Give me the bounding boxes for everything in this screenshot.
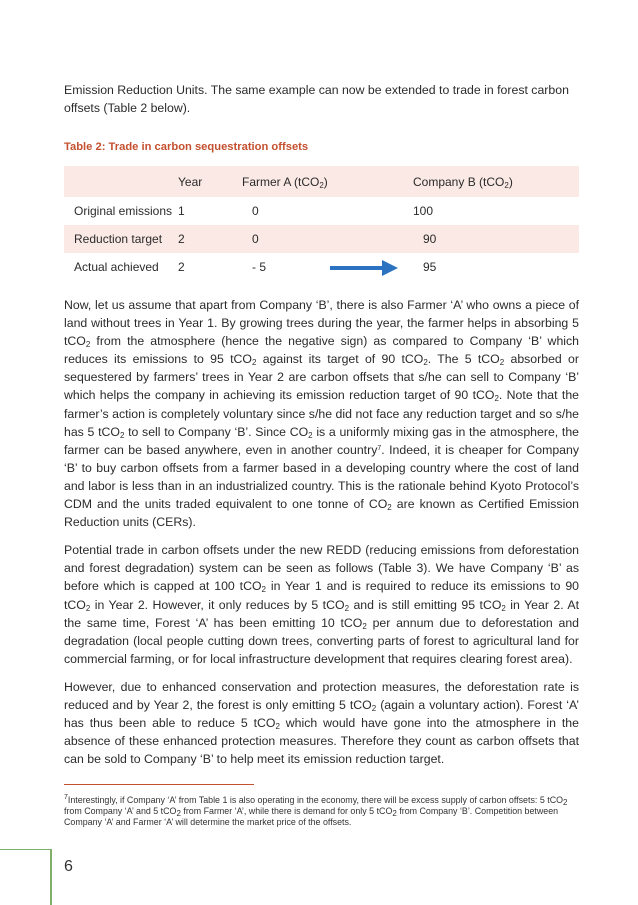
row-label: Original emissions	[74, 204, 173, 218]
table-header-row	[64, 166, 579, 197]
offsets-table	[64, 166, 579, 281]
page-number: 6	[64, 858, 73, 875]
row-year: 2	[178, 225, 242, 253]
intro-line-1: Emission Reduction Units. The same example can now be extended to trade in forest carbon	[64, 83, 569, 97]
table-title: Table 2: Trade in carbon sequestration offsets	[64, 141, 309, 153]
header-company: Company B (tCO$_2$)	[413, 166, 579, 197]
row-label: Reduction target	[64, 225, 178, 253]
footnote-divider	[64, 784, 254, 785]
table-row	[64, 225, 579, 253]
paragraph: Now, let us assume that apart from Company ‘B’, there is also Farmer ‘A’ who owns a piece of land without trees in Year 1. By growing trees during the year, the farmer helps in absorbing 5 tCO$_2$ from the atmosphere (hence the negative sign) as compared to Company ‘B’ which reduces its emissions to 95 tCO$_2$ against its target of 90 tCO$_2$. The 5 tCO$_2$ absorbed or sequestered by farmers’ trees in Year 2 are carbon offsets that s/he can sell to Company ‘B’ which helps the company in achieving its emission reduction target of 90 tCO$_2$. Note that the farmer’s action is completely voluntary since s/he did not face any reduction target and so s/he has 5 tCO$_2$ to sell to Company ‘B’. Since $CO_2$ is a uniformly mixing gas in the atmosphere, the farmer can be based anywhere, even in another country$^7$. Indeed, it is cheaper for Company ‘B’ to buy carbon offsets from a farmer based in a developing country where the cost of land and labor is less than in an industrialized country. This is the rationale behind Kyoto Protocol’s CDM and the units traded equivalent to one tonne of $CO_2$ are known as Certified Emission Reduction units (CERs).	[64, 298, 579, 530]
page-rule-vertical	[50, 849, 52, 905]
intro-text	[64, 81, 579, 117]
page-rule-horizontal	[0, 849, 52, 850]
right-arrow-icon	[330, 260, 400, 276]
row-farmer: - 5	[252, 260, 267, 274]
row-year: 1	[178, 204, 185, 218]
body-text	[64, 296, 579, 778]
row-company: 90	[413, 225, 579, 253]
row-company: 100	[413, 204, 434, 218]
row-farmer: 0	[252, 204, 259, 218]
row-farmer: 0	[242, 225, 327, 253]
header-year: Year	[178, 166, 242, 197]
table-row	[64, 253, 579, 281]
header-blank	[64, 166, 178, 197]
intro-line-2: offsets (Table 2 below).	[64, 101, 191, 115]
row-company: 95	[423, 260, 437, 274]
row-year: 2	[178, 260, 185, 274]
table-row	[64, 197, 579, 225]
footnote: $^7$Interestingly, if Company ‘A’ from Table 1 is also operating in the economy, there will be excess supply of carbon offsets: 5 tCO$_2$ from Company ‘A’ and 5 tCO$_2$ from Farmer ‘A’, while there is demand for only 5 tCO$_2$ from Company ‘B’. Competition between Company ‘A’ and Farmer ‘A’ will determine the market price of the offsets.	[64, 794, 568, 827]
header-farmer: Farmer A (tCO$_2$)	[242, 166, 413, 197]
paragraph: However, due to enhanced conservation and protection measures, the deforestation rate is reduced and by Year 2, the forest is only emitting 5 tCO$_2$ (again a voluntary action). Forest ‘A’ has thus been able to reduce 5 tCO$_2$ which would have gone into the atmosphere in the absence of these enhanced protection measures. Therefore they count as carbon offsets that can be sold to Company ‘B’ to help meet its emission reduction target.	[64, 679, 579, 767]
paragraph: Potential trade in carbon offsets under the new REDD (reducing emissions from deforestation and forest degradation) system can be seen as follows (Table 3). We have Company ‘B’ as before which is capped at 100 tCO$_2$ in Year 1 and is required to reduce its emissions to 90 tCO$_2$ in Year 2. However, it only reduces by 5 tCO$_2$ and is still emitting 95 tCO$_2$ in Year 2. At the same time, Forest ‘A’ has been emitting 10 tCO$_2$ per annum due to deforestation and degradation (local people cutting down trees, converting parts of forest to agricultural land for commercial farming, or for local infrastructure development that requires clearing forest area).	[64, 543, 580, 666]
row-label: Actual achieved	[74, 260, 159, 274]
